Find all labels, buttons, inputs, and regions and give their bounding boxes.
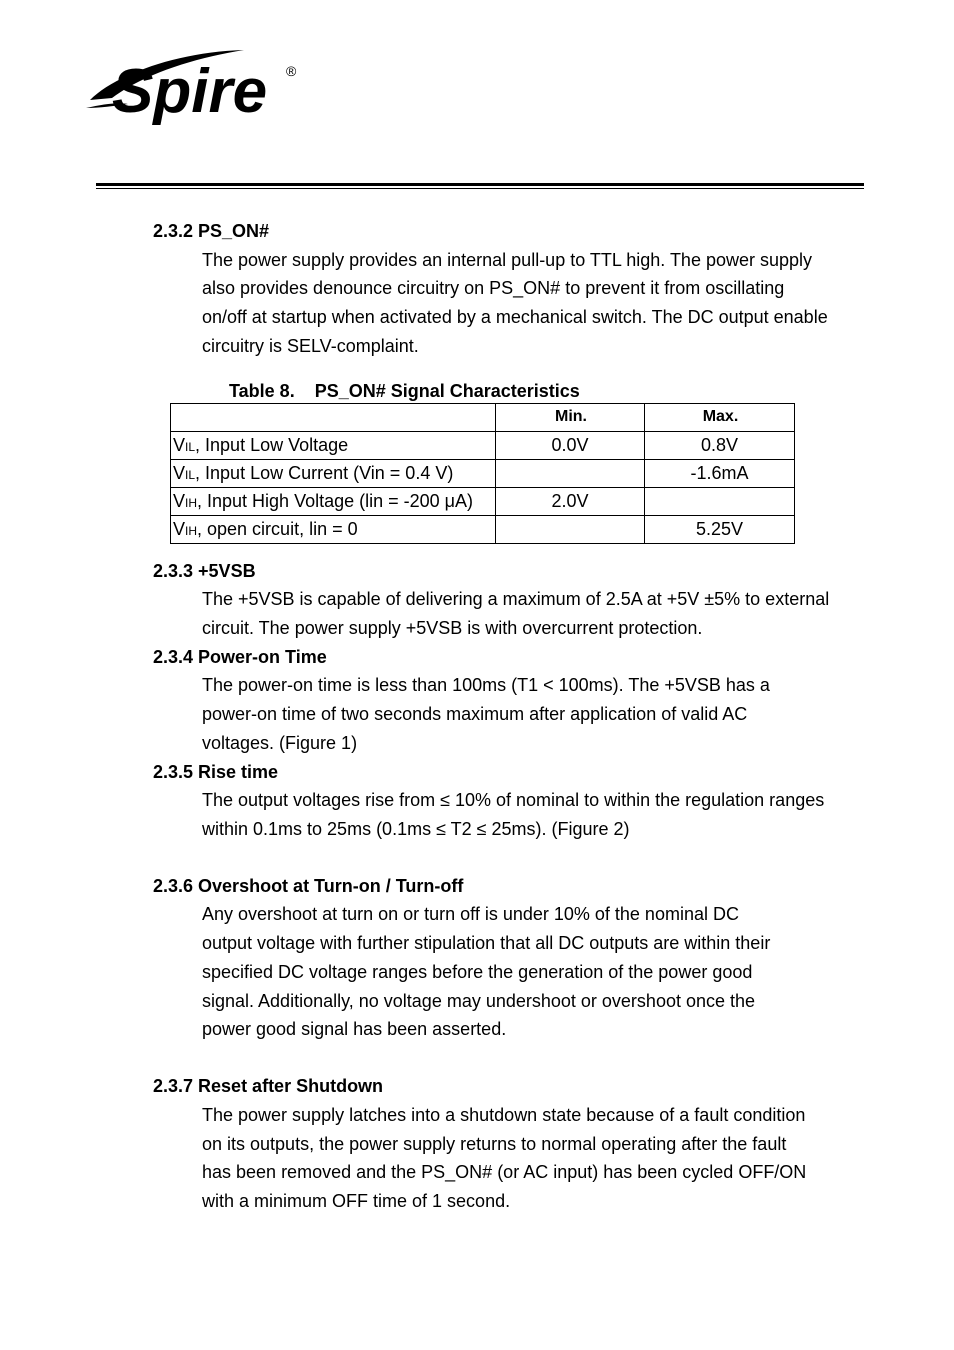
section-heading: 2.3.7 Reset after Shutdown [153, 1076, 384, 1097]
max-cell [645, 487, 795, 515]
parameter-cell: VIL, Input Low Current (Vin = 0.4 V) [171, 459, 496, 487]
body-line: on/off at startup when activated by a mechanical switch. The DC output enable [202, 307, 828, 328]
body-line: within 0.1ms to 25ms (0.1ms ≤ T2 ≤ 25ms). (Figure 2) [202, 818, 630, 839]
max-cell: 5.25V [645, 515, 795, 543]
section-heading: 2.3.3 +5VSB [153, 560, 256, 581]
body-line: The power supply provides an internal pull-up to TTL high. The power supply [202, 249, 813, 270]
svg-text:®: ® [286, 63, 297, 79]
body-line: signal. Additionally, no voltage may undershoot or overshoot once the [202, 990, 756, 1011]
section-2-3-3 [153, 557, 883, 643]
section-heading: 2.3.4 Power-on Time [153, 646, 327, 667]
section-2-3-6 [153, 872, 883, 1044]
table-row [171, 487, 795, 515]
section-heading: 2.3.5 Rise time [153, 761, 279, 782]
spacer [153, 844, 883, 872]
section-2-3-5 [153, 758, 883, 844]
svg-text:Spire: Spire [112, 57, 268, 126]
max-cell: 0.8V [645, 431, 795, 459]
table-row [171, 431, 795, 459]
section-2-3-2 [153, 217, 883, 361]
header-cell-max: Max. [645, 403, 795, 431]
section-2-3-4 [153, 643, 883, 758]
spire-logo [84, 42, 304, 132]
min-cell [496, 459, 645, 487]
signal-characteristics-table [170, 403, 795, 544]
max-cell: -1.6mA [645, 459, 795, 487]
body-line: with a minimum OFF time of 1 second. [202, 1191, 511, 1212]
section-heading: 2.3.2 PS_ON# [153, 221, 270, 241]
body-line: circuit. The power supply +5VSB is with overcurrent protection. [202, 617, 703, 638]
parameter-cell: VIL, Input Low Voltage [171, 431, 496, 459]
document-body [153, 217, 883, 1216]
body-line: The +5VSB is capable of delivering a maximum of 2.5A at +5V ±5% to external [202, 589, 830, 610]
section-2-3-7 [153, 1072, 883, 1216]
body-line: The power-on time is less than 100ms (T1 < 100ms). The +5VSB has a [202, 675, 770, 696]
min-cell: 0.0V [496, 431, 645, 459]
body-line: circuitry is SELV-complaint. [202, 335, 419, 356]
body-line: power good signal has been asserted. [202, 1019, 507, 1040]
body-line: specified DC voltage ranges before the generation of the power good [202, 961, 753, 982]
spacer [153, 1044, 883, 1072]
min-cell [496, 515, 645, 543]
header-cell-min: Min. [496, 403, 645, 431]
header-cell [171, 403, 496, 431]
parameter-cell: VIH, open circuit, lin = 0 [171, 515, 496, 543]
body-line: voltages. (Figure 1) [202, 732, 358, 753]
body-line: has been removed and the PS_ON# (or AC input) has been cycled OFF/ON [202, 1162, 807, 1183]
body-line: The power supply latches into a shutdown state because of a fault condition [202, 1104, 806, 1125]
body-line: output voltage with further stipulation that all DC outputs are within their [202, 933, 771, 954]
table-header-row [171, 403, 795, 431]
parameter-cell: VIH, Input High Voltage (lin = -200 μA) [171, 487, 496, 515]
min-cell: 2.0V [496, 487, 645, 515]
body-line: power-on time of two seconds maximum after application of valid AC [202, 704, 748, 725]
header-rule-thin [96, 188, 864, 189]
body-line: on its outputs, the power supply returns to normal operating after the fault [202, 1133, 787, 1154]
section-heading: 2.3.6 Overshoot at Turn-on / Turn-off [153, 875, 464, 896]
header-rule-thick [96, 183, 864, 186]
table-row [171, 459, 795, 487]
table-row [171, 515, 795, 543]
table-caption: Table 8. PS_ON# Signal Characteristics [229, 380, 580, 401]
body-line: The output voltages rise from ≤ 10% of nominal to within the regulation ranges [202, 790, 825, 811]
body-line: Any overshoot at turn on or turn off is under 10% of the nominal DC [202, 904, 739, 925]
body-line: also provides denounce circuitry on PS_ON# to prevent it from oscillating [202, 278, 785, 299]
